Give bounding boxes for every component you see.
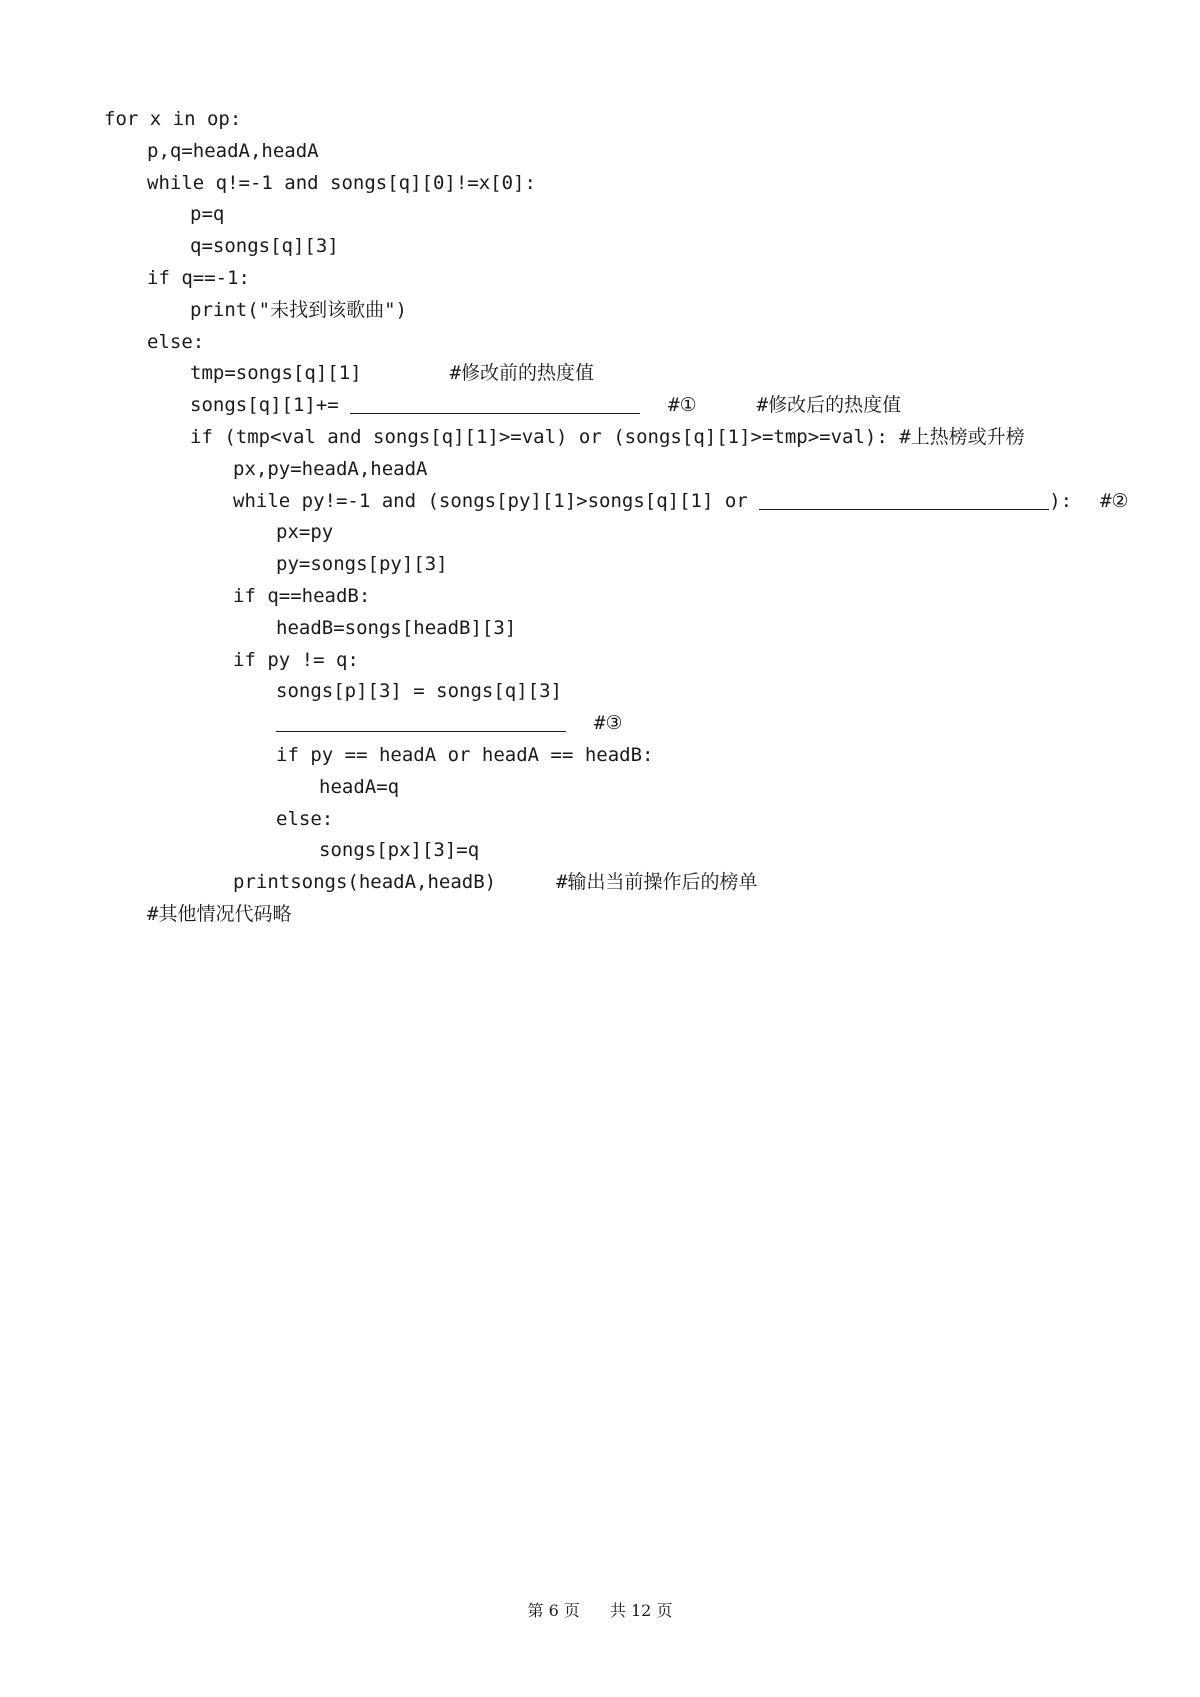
code-listing bbox=[104, 104, 1129, 931]
code-line bbox=[104, 263, 1129, 295]
blank-marker: #② bbox=[1100, 489, 1129, 512]
code-line bbox=[104, 454, 1129, 486]
code-line bbox=[104, 136, 1129, 168]
code-line bbox=[104, 168, 1129, 200]
code-line bbox=[104, 613, 1129, 645]
code-text: headA=q bbox=[319, 775, 400, 798]
code-text: py=songs[py][3] bbox=[276, 553, 448, 576]
page-total: 共 12 页 bbox=[609, 1601, 673, 1620]
code-text: while q!=-1 and songs[q][0]!=x[0]: bbox=[147, 171, 536, 194]
code-text: if q==headB: bbox=[233, 584, 371, 607]
code-line bbox=[104, 867, 1129, 899]
code-text: if py != q: bbox=[233, 648, 359, 671]
code-comment: #修改前的热度值 bbox=[449, 362, 595, 385]
code-line bbox=[104, 199, 1129, 231]
blank-marker: #③ bbox=[594, 712, 623, 735]
page-number: 第 6 页 bbox=[527, 1601, 580, 1620]
code-line bbox=[104, 835, 1129, 867]
code-line bbox=[104, 231, 1129, 263]
code-line bbox=[104, 676, 1129, 708]
code-text: p,q=headA,headA bbox=[147, 139, 319, 162]
code-line bbox=[104, 740, 1129, 772]
code-text: songs[q][1]+= bbox=[190, 394, 339, 417]
code-text: ): bbox=[1049, 489, 1073, 512]
answer-blank-2[interactable] bbox=[759, 487, 1049, 510]
code-text: songs[p][3] = songs[q][3] bbox=[276, 680, 562, 703]
code-text: px=py bbox=[276, 521, 334, 544]
code-text: if q==-1: bbox=[147, 266, 250, 289]
code-comment: #其他情况代码略 bbox=[147, 902, 292, 925]
code-line bbox=[104, 422, 1129, 454]
code-line bbox=[104, 645, 1129, 677]
code-line bbox=[104, 295, 1129, 327]
code-line bbox=[104, 549, 1129, 581]
code-text: q=songs[q][3] bbox=[190, 235, 339, 258]
code-text: tmp=songs[q][1] bbox=[190, 362, 362, 385]
answer-blank-1[interactable] bbox=[350, 391, 640, 414]
code-line bbox=[104, 390, 1129, 422]
code-text: print("未找到该歌曲") bbox=[190, 298, 407, 321]
code-text: else: bbox=[147, 330, 205, 353]
code-line bbox=[104, 899, 1129, 931]
code-line bbox=[104, 708, 1129, 740]
code-text: for x in op: bbox=[104, 108, 242, 130]
code-line bbox=[104, 327, 1129, 359]
code-line bbox=[104, 104, 1129, 136]
code-text: if py == headA or headA == headB: bbox=[276, 743, 654, 766]
code-text: while py!=-1 and (songs[py][1]>songs[q][1] or bbox=[233, 489, 748, 512]
code-text: songs[px][3]=q bbox=[319, 839, 480, 862]
code-line bbox=[104, 517, 1129, 549]
code-line bbox=[104, 358, 1129, 390]
code-line bbox=[104, 486, 1129, 518]
code-text: else: bbox=[276, 807, 334, 830]
page-footer bbox=[0, 1598, 1200, 1621]
code-line bbox=[104, 581, 1129, 613]
code-line bbox=[104, 772, 1129, 804]
code-comment: #修改后的热度值 bbox=[756, 394, 902, 417]
code-text: if (tmp<val and songs[q][1]>=val) or (songs[q][1]>=tmp>=val): #上热榜或升榜 bbox=[190, 425, 1025, 448]
blank-marker: #① bbox=[668, 394, 697, 417]
code-line bbox=[104, 804, 1129, 836]
code-text: printsongs(headA,headB) bbox=[233, 871, 497, 894]
code-text: p=q bbox=[190, 203, 225, 226]
answer-blank-3[interactable] bbox=[276, 709, 566, 732]
code-text: px,py=headA,headA bbox=[233, 457, 428, 480]
code-comment: #输出当前操作后的榜单 bbox=[556, 871, 758, 894]
code-text: headB=songs[headB][3] bbox=[276, 616, 517, 639]
